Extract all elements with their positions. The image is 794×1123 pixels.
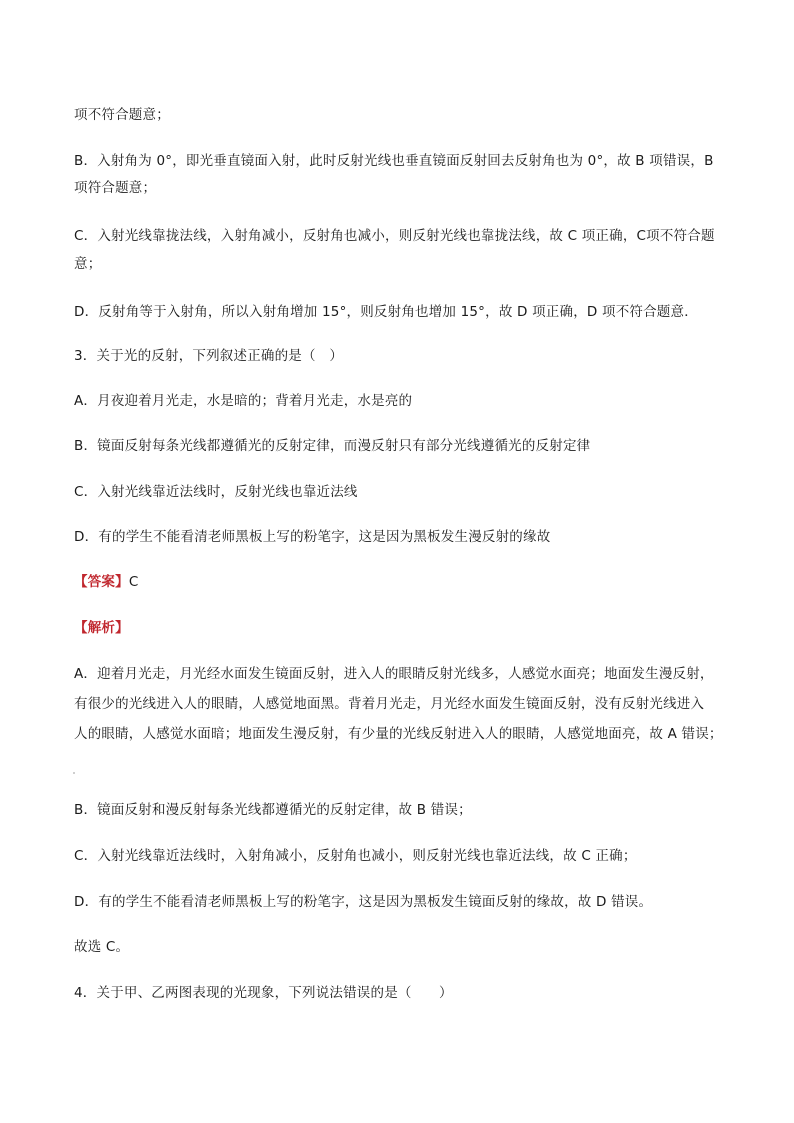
text-line: D．反射角等于入射角，所以入射角增加 15°，则反射角也增加 15°，故 D 项正确，D 项不符合题意． [74, 304, 698, 320]
question-3-option-d: D．有的学生不能看清老师黑板上写的粉笔字，这是因为黑板发生漫反射的缘故 [74, 529, 551, 545]
text-line: 项不符合题意； [74, 107, 170, 123]
analysis-text-line: B．镜面反射和漫反射每条光线都遵循光的反射定律，故 B 错误； [74, 802, 472, 818]
answer-value: C [128, 574, 139, 590]
analysis-text-line: C．入射光线靠近法线时，入射角减小，反射角也减小，则反射光线也靠近法线，故 C 正确； [74, 848, 637, 864]
answer-line [74, 572, 138, 592]
analysis-text-line: D．有的学生不能看清老师黑板上写的粉笔字，这是因为黑板发生镜面反射的缘故，故 D 错误。 [74, 894, 653, 910]
question-3-option-c: C．入射光线靠近法线时，反射光线也靠近法线 [74, 484, 358, 500]
question-3-option-a: A．月夜迎着月光走，水是暗的；背着月光走，水是亮的 [74, 393, 413, 409]
analysis-tag: 【解析】 [74, 620, 129, 636]
question-3-option-b: B．镜面反射每条光线都遵循光的反射定律，而漫反射只有部分光线遵循光的反射定律 [74, 438, 591, 454]
analysis-line [74, 618, 129, 638]
text-line: C．入射光线靠拢法线，入射角减小，反射角也减小，则反射光线也靠拢法线，故 C 项正确，C项不符合题 [74, 228, 715, 244]
text-line: B．入射角为 0°，即光垂直镜面入射，此时反射光线也垂直镜面反射回去反射角也为 0°，故 B 项错误，B [74, 153, 714, 169]
question-3-stem: 3．关于光的反射，下列叙述正确的是（ ） [74, 348, 344, 364]
analysis-text-line: 人的眼睛，人感觉水面暗；地面发生漫反射，有少量的光线反射进入人的眼睛，人感觉地面亮，故 A 错误； [74, 726, 723, 742]
analysis-text-line: A．迎着月光走，月光经水面发生镜面反射，进入人的眼睛反射光线多，人感觉水面亮；地面发生漫反射， [74, 666, 714, 682]
analysis-text-line: 有很少的光线进入人的眼睛，人感觉地面黑。背着月光走，月光经水面发生镜面反射，没有反射光线进入 [74, 696, 705, 712]
text-line: 项符合题意； [74, 180, 157, 196]
conclusion-line: 故选 C。 [74, 939, 130, 955]
text-line: 意； [74, 256, 102, 272]
answer-tag: 【答案】 [74, 574, 129, 590]
stray-mark [73, 772, 75, 774]
question-4-stem: 4．关于甲、乙两图表现的光现象，下列说法错误的是（ ） [74, 985, 453, 1001]
